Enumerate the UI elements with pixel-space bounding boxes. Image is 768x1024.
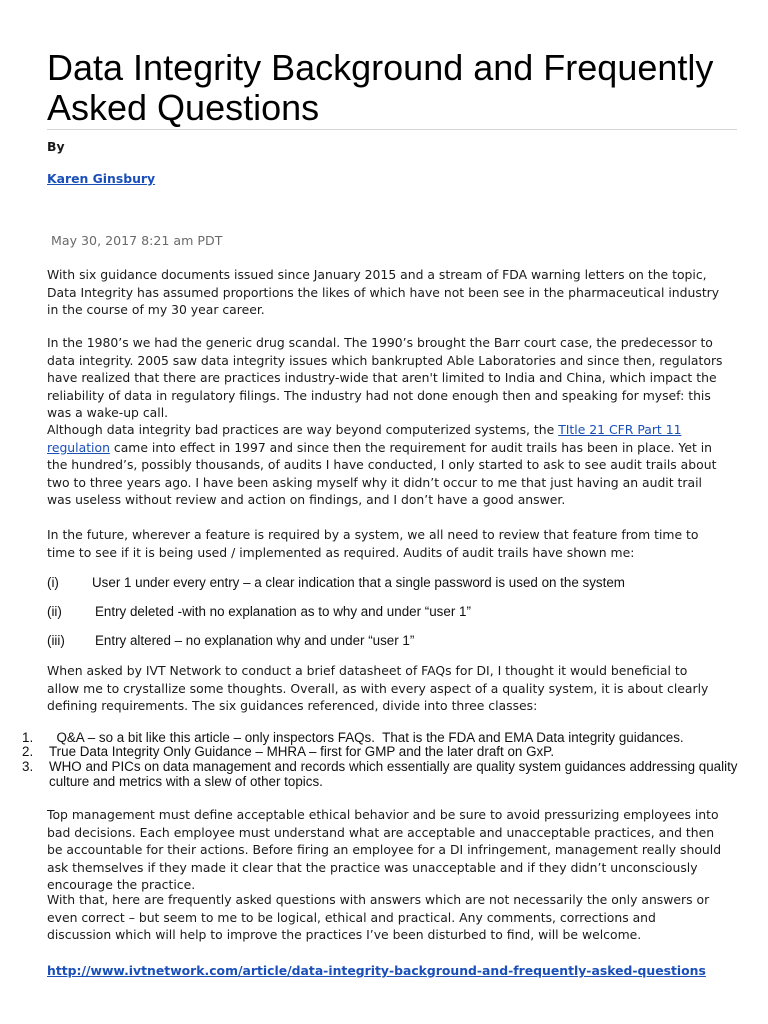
- future-paragraph: In the future, wherever a feature is required by a system, we all need to review that feature from time to time to see if it is being used / implemented as required. Audits of audit trails have shown me:: [47, 527, 699, 560]
- part11-paragraph: [47, 421, 723, 509]
- class-number: 3.: [22, 759, 34, 774]
- audit-finding-text: Entry deleted -with no explanation as to why and under “user 1”: [95, 604, 471, 619]
- audit-finding-text: Entry altered – no explanation why and under “user 1”: [95, 633, 415, 648]
- article-title: Data Integrity Background and Frequently Asked Questions: [47, 47, 714, 128]
- audit-finding-number: (iii): [47, 633, 65, 648]
- source-url-link[interactable]: http://www.ivtnetwork.com/article/data-integrity-background-and-frequently-asked-questions: [47, 963, 706, 978]
- class-text: WHO and PICs on data management and records which essentially are quality system guidances addressing quality culture and metrics with a slew of other topics.: [49, 759, 738, 789]
- ivt-paragraph: When asked by IVT Network to conduct a brief datasheet of FAQs for DI, I thought it would beneficial to allow me to crystallize some thoughts. Overall, as with every aspect of a quality system, it is about clearly defining requirements. The six guidances referenced, divide into three classes:: [47, 663, 709, 713]
- audit-finding-number: (ii): [47, 604, 62, 619]
- class-text: Q&A – so a bit like this article – only inspectors FAQs. That is the FDA and EMA Data integrity guidances.: [49, 730, 684, 745]
- intro-paragraph: With six guidance documents issued since January 2015 and a stream of FDA warning letters on the topic, Data Integrity has assumed proportions the likes of which have not been see in the pharmaceutical industry in the course of my 30 year career.: [47, 267, 720, 317]
- faq-intro-paragraph: With that, here are frequently asked questions with answers which are not necessarily the only answers or even correct – but seem to me to be logical, ethical and practical. Any comments, corrections and discussion which will help to improve the practices I’ve been disturbed to find, will be welcome.: [47, 892, 710, 942]
- part11-text-before: Although data integrity bad practices are way beyond computerized systems, the: [47, 422, 559, 437]
- class-number: 2.: [22, 744, 34, 759]
- part11-text-after: came into effect in 1997 and since then the requirement for audit trails has been in place. Yet in the hundred’s, possibly thousands, of audits I have conducted, I only started to ask to see audit trails about two to three years ago. I have been asking myself why it didn’t occur to me that just having an audit trail was useless without review and action on findings, and I don’t have a good answer.: [47, 439, 717, 507]
- part11-regulation-link[interactable]: TItle 21 CFR Part 11 regulation: [47, 422, 682, 455]
- title-divider: [47, 129, 737, 130]
- management-paragraph: Top management must define acceptable ethical behavior and be sure to avoid pressurizing employees into bad decisions. Each employee must understand what are acceptable and unacceptable practices, and then be accountable for their actions. Before firing an employee for a DI infringement, management really should ask themselves if they made it clear that the practice was unacceptable and if they didn’t unconsciously encourage the practice.: [47, 807, 722, 892]
- publish-date: May 30, 2017 8:21 am PDT: [51, 233, 223, 248]
- audit-finding-text: User 1 under every entry – a clear indication that a single password is used on the system: [92, 575, 625, 590]
- history-paragraph: In the 1980’s we had the generic drug scandal. The 1990’s brought the Barr court case, the predecessor to data integrity. 2005 saw data integrity issues which bankrupted Able Laboratories and since then, regulators have realized that there are practices industry-wide that aren't limited to India and China, which impact the reliability of data in regulatory filings. The industry had not done enough then and speaking for mysef: this was a wake-up call.: [47, 335, 723, 420]
- author-link[interactable]: Karen Ginsbury: [47, 171, 156, 186]
- class-text: True Data Integrity Only Guidance – MHRA – first for GMP and the later draft on GxP.: [49, 744, 555, 759]
- audit-finding-number: (i): [47, 575, 59, 590]
- byline-label: By: [47, 139, 65, 154]
- class-number: 1.: [22, 730, 34, 745]
